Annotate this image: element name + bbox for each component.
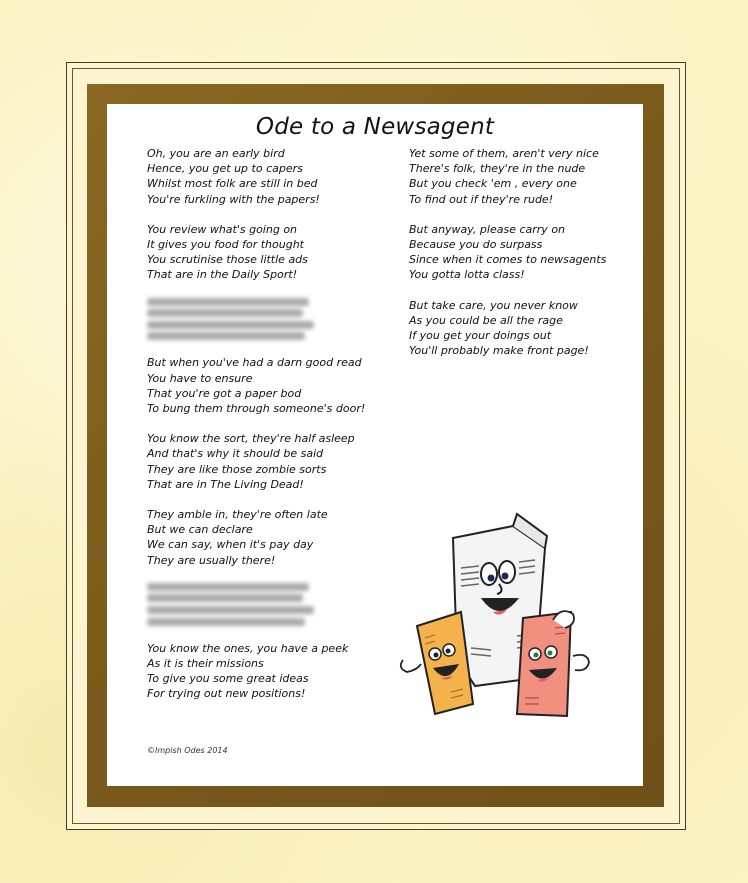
poem-line: Oh, you are an early bird bbox=[147, 147, 285, 160]
poem-stanza bbox=[147, 431, 387, 492]
poem-line: We can say, when it's pay day bbox=[147, 538, 314, 552]
poem-stanza bbox=[147, 507, 387, 568]
poem-line: Yet some of them, aren't very nice bbox=[409, 147, 599, 160]
poem-line: You review what's going on bbox=[147, 222, 298, 236]
poem-line: If you get your doings out bbox=[409, 329, 552, 343]
redacted-line bbox=[147, 298, 309, 306]
poem-column-left bbox=[147, 146, 387, 716]
redacted-line bbox=[147, 332, 305, 340]
poem-line: Because you do surpass bbox=[409, 238, 543, 252]
poem-line: That are in The Living Dead! bbox=[147, 477, 304, 491]
poem-stanza bbox=[147, 641, 387, 702]
poem-stanza bbox=[409, 146, 639, 207]
poem-stanza bbox=[147, 355, 387, 416]
redacted-line bbox=[147, 583, 309, 591]
poem-line: As it is their missions bbox=[147, 656, 264, 670]
redacted-stanza bbox=[147, 583, 387, 626]
poem-line: Hence, you get up to capers bbox=[147, 162, 303, 176]
copyright-notice: ©Impish Odes 2014 bbox=[147, 746, 228, 755]
redacted-stanza bbox=[147, 298, 387, 341]
redacted-line bbox=[147, 309, 303, 317]
redacted-line bbox=[147, 594, 303, 602]
poem-line: You know the ones, you have a peek bbox=[147, 641, 349, 655]
poem-line: Whilst most folk are still in bed bbox=[147, 177, 318, 191]
redacted-line bbox=[147, 321, 314, 329]
poem-stanza bbox=[409, 222, 639, 283]
newspaper-characters-icon bbox=[395, 508, 605, 738]
poem-line: But you check 'em , every one bbox=[409, 177, 577, 191]
poem-line: You'll probably make front page! bbox=[409, 344, 589, 358]
redacted-line bbox=[147, 606, 314, 614]
newspaper-characters-illustration bbox=[395, 508, 605, 738]
poem-paper bbox=[107, 104, 643, 786]
orange-newspaper-character bbox=[401, 612, 473, 714]
poem-stanza bbox=[147, 222, 387, 283]
poem-stanza bbox=[409, 298, 639, 359]
poem-line: They amble in, they're often late bbox=[147, 508, 328, 522]
poem-line: It gives you food for thought bbox=[147, 238, 304, 252]
poem-line: To find out if they're rude! bbox=[409, 192, 554, 206]
poem-line: To bung them through someone's door! bbox=[147, 402, 366, 416]
poem-line: You have to ensure bbox=[147, 371, 253, 385]
poem-line: That you're got a paper bod bbox=[147, 386, 302, 400]
poem-column-right bbox=[409, 146, 639, 373]
redacted-line bbox=[147, 618, 305, 626]
poem-title: Ode to a Newsagent bbox=[255, 114, 495, 140]
poem-line: You know the sort, they're half asleep bbox=[147, 432, 355, 446]
poem-stanza bbox=[147, 146, 387, 207]
poem-line: But take care, you never know bbox=[409, 298, 578, 312]
poem-line: For trying out new positions! bbox=[147, 687, 306, 701]
poem-line: There's folk, they're in the nude bbox=[409, 162, 586, 176]
poem-line: They are usually there! bbox=[147, 553, 276, 567]
poem-line: But when you've had a darn good read bbox=[147, 356, 362, 370]
poem-line: You're furkling with the papers! bbox=[147, 192, 320, 206]
poem-line: You scrutinise those little ads bbox=[147, 253, 308, 267]
poem-line: You gotta lotta class! bbox=[409, 268, 525, 282]
poem-line: And that's why it should be said bbox=[147, 447, 324, 461]
poem-line: That are in the Daily Sport! bbox=[147, 268, 298, 282]
pink-newspaper-character bbox=[517, 611, 589, 716]
poem-line: As you could be all the rage bbox=[409, 313, 563, 327]
poem-line: But anyway, please carry on bbox=[409, 222, 566, 236]
poem-line: They are like those zombie sorts bbox=[147, 462, 327, 476]
poem-line: But we can declare bbox=[147, 523, 253, 537]
poem-line: To give you some great ideas bbox=[147, 672, 309, 686]
poem-line: Since when it comes to newsagents bbox=[409, 253, 607, 267]
